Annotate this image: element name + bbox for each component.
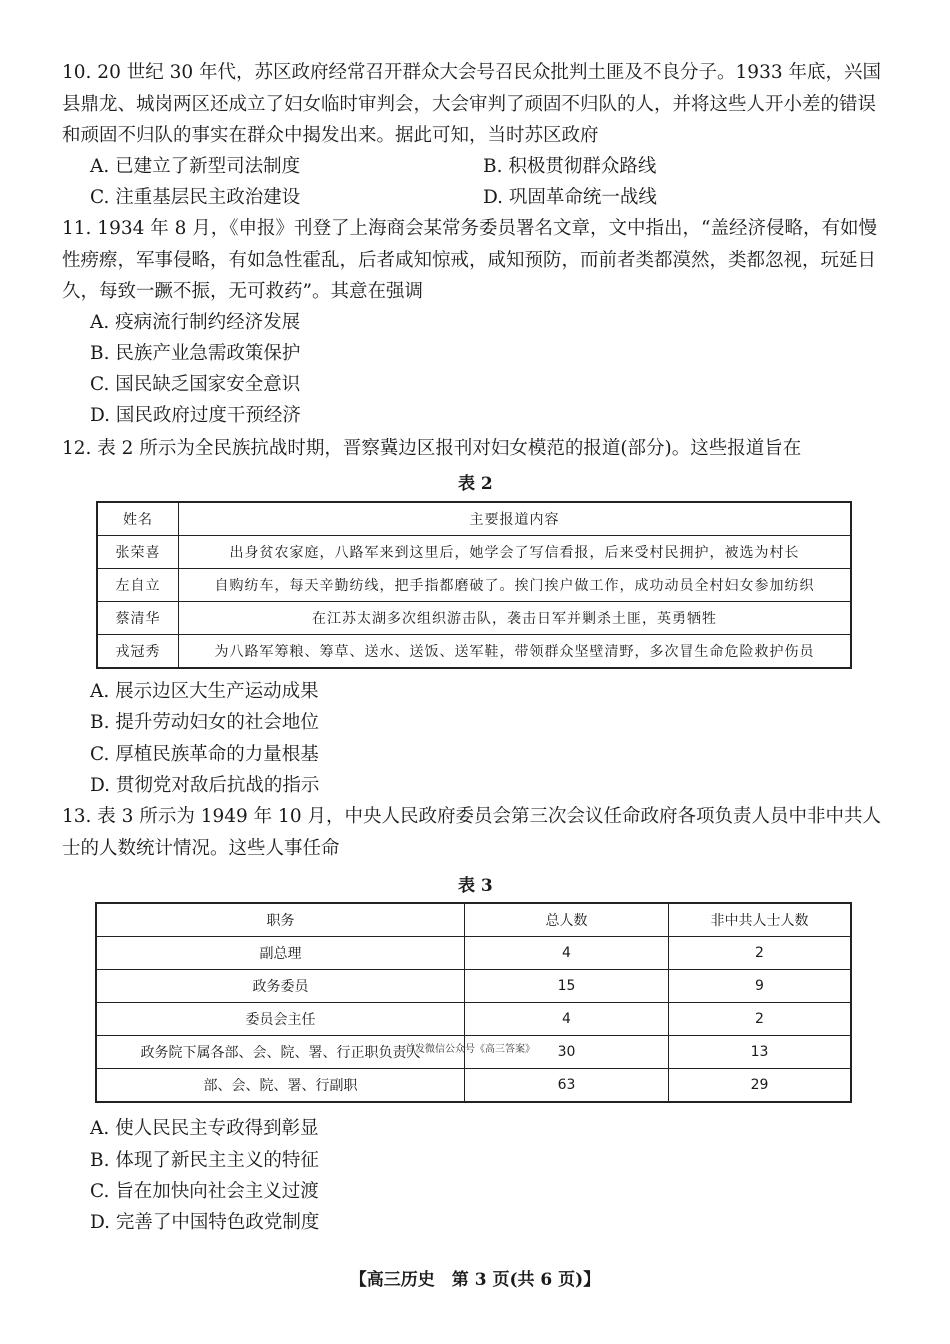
table-cell-position: 副总理 <box>96 937 465 970</box>
table-cell-total: 15 <box>465 970 669 1003</box>
table-row <box>96 937 851 970</box>
table-cell-non-ccp: 2 <box>669 937 852 970</box>
table-2-caption: 表 2 <box>458 474 493 494</box>
q13-option-a: A. 使人民民主专政得到彰显 <box>90 1118 319 1139</box>
table-2 <box>96 501 852 669</box>
table-row <box>96 1003 851 1036</box>
q11-option-d: D. 国民政府过度干预经济 <box>90 405 301 426</box>
page-footer: 【高三历史 第 3 页(共 6 页)】 <box>349 1270 601 1290</box>
table-cell-content: 在江苏太湖多次组织游击队，袭击日军并剿杀土匪，英勇牺牲 <box>179 602 852 635</box>
table-cell-non-ccp: 29 <box>669 1069 852 1103</box>
q11-option-b: B. 民族产业急需政策保护 <box>90 343 301 364</box>
q12-option-b: B. 提升劳动妇女的社会地位 <box>90 712 319 733</box>
table-cell-position: 部、会、院、署、行副职 <box>96 1069 465 1103</box>
table-header-cell: 姓名 <box>97 502 179 536</box>
table-header-cell: 主要报道内容 <box>179 502 852 536</box>
table-header-cell: 总人数 <box>465 903 669 937</box>
table-row <box>96 1069 851 1103</box>
question-10 <box>62 57 882 152</box>
table-cell-non-ccp: 9 <box>669 970 852 1003</box>
watermark: 首发微信公众号《高三答案》 <box>405 1044 535 1055</box>
table-cell-total: 4 <box>465 937 669 970</box>
table-header-cell: 非中共人士人数 <box>669 903 852 937</box>
table-row <box>97 569 851 602</box>
table-header-cell: 职务 <box>96 903 465 937</box>
table-cell-total: 63 <box>465 1069 669 1103</box>
question-11-stem: 11. 1934 年 8 月，《申报》刊登了上海商会某常务委员署名文章，文中指出，“盖经济侵略，有如慢性痨瘵，军事侵略，有如急性霍乱，后者咸知惊戒，咸知预防，而前者类都漠然，类都忽视，玩延日久，每致一蹶不振，无可救药”。其意在强调 <box>62 218 878 302</box>
q13-option-c: C. 旨在加快向社会主义过渡 <box>90 1181 319 1202</box>
table-row <box>97 602 851 635</box>
table-header-row <box>96 903 851 937</box>
table-row <box>97 635 851 669</box>
table-cell-name: 左自立 <box>97 569 179 602</box>
table-row <box>97 536 851 569</box>
table-cell-non-ccp: 13 <box>669 1036 852 1069</box>
table-3-caption: 表 3 <box>458 876 493 896</box>
q10-option-c: C. 注重基层民主政治建设 <box>90 187 301 208</box>
table-cell-content: 自购纺车，每天辛勤纺线，把手指都磨破了。挨门挨户做工作，成功动员全村妇女参加纺织 <box>179 569 852 602</box>
table-cell-position: 政务委员 <box>96 970 465 1003</box>
q11-option-a: A. 疫病流行制约经济发展 <box>90 312 301 333</box>
question-12-stem: 12. 表 2 所示为全民族抗战时期，晋察冀边区报刊对妇女模范的报道(部分)。这些报道旨在 <box>62 438 802 459</box>
table-cell-name: 张荣喜 <box>97 536 179 569</box>
q12-option-d: D. 贯彻党对敌后抗战的指示 <box>90 775 320 796</box>
table-cell-content: 为八路军筹粮、筹草、送水、送饭、送军鞋，带领群众坚壁清野，多次冒生命危险救护伤员 <box>179 635 852 669</box>
question-12 <box>62 433 882 465</box>
table-cell-position: 委员会主任 <box>96 1003 465 1036</box>
table-cell-total: 30 <box>465 1036 669 1069</box>
q10-option-b: B. 积极贯彻群众路线 <box>483 156 657 177</box>
q12-option-a: A. 展示边区大生产运动成果 <box>90 681 319 702</box>
question-10-stem: 10. 20 世纪 30 年代，苏区政府经常召开群众大会号召民众批判土匪及不良分子。1933 年底，兴国县鼎龙、城岗两区还成立了妇女临时审判会，大会审判了顽固不归队的人，并将这些人开小差的错误和顽固不归队的事实在群众中揭发出来。据此可知，当时苏区政府 <box>62 62 881 146</box>
table-3 <box>95 902 852 1103</box>
q11-option-c: C. 国民缺乏国家安全意识 <box>90 374 301 395</box>
q13-option-b: B. 体现了新民主主义的特征 <box>90 1150 319 1171</box>
table-cell-content: 出身贫农家庭，八路军来到这里后，她学会了写信看报，后来受村民拥护，被选为村长 <box>179 536 852 569</box>
question-13 <box>62 801 882 864</box>
q13-option-d: D. 完善了中国特色政党制度 <box>90 1212 320 1233</box>
question-13-stem: 13. 表 3 所示为 1949 年 10 月，中央人民政府委员会第三次会议任命政府各项负责人员中非中共人士的人数统计情况。这些人事任命 <box>62 806 881 859</box>
q10-option-d: D. 巩固革命统一战线 <box>483 187 657 208</box>
table-cell-non-ccp: 2 <box>669 1003 852 1036</box>
table-cell-position: 政务院下属各部、会、院、署、行正职负责人 <box>96 1036 465 1069</box>
table-row <box>96 970 851 1003</box>
table-cell-name: 戎冠秀 <box>97 635 179 669</box>
table-header-row <box>97 502 851 536</box>
table-cell-total: 4 <box>465 1003 669 1036</box>
q12-option-c: C. 厚植民族革命的力量根基 <box>90 744 319 765</box>
table-cell-name: 蔡清华 <box>97 602 179 635</box>
q10-option-a: A. 已建立了新型司法制度 <box>90 156 301 177</box>
question-11 <box>62 213 882 308</box>
